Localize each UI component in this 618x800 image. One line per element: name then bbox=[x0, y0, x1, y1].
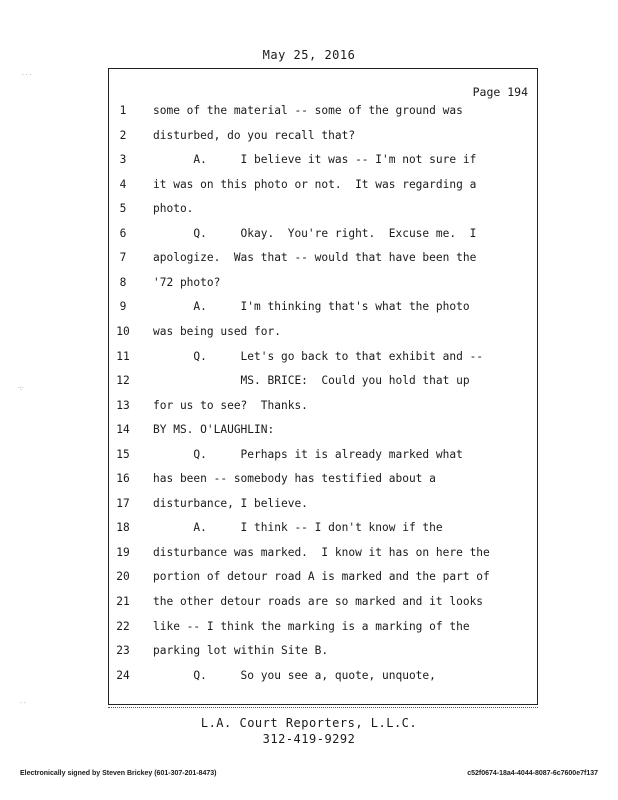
document-id: c52f0674-18a4-4044-8087-6c7600e7f137 bbox=[467, 770, 598, 777]
transcript-line bbox=[112, 472, 532, 492]
line-text: was being used for. bbox=[153, 324, 281, 338]
line-number: 8 bbox=[119, 275, 127, 289]
transcript-line bbox=[112, 129, 532, 149]
line-number: 17 bbox=[116, 496, 130, 510]
line-number: 5 bbox=[119, 202, 127, 216]
line-text: like -- I think the marking is a marking of the bbox=[153, 619, 470, 633]
transcript-line bbox=[112, 325, 532, 345]
line-text: the other detour roads are so marked and it looks bbox=[153, 595, 484, 608]
line-number: 24 bbox=[116, 668, 130, 682]
line-text: parking lot within Site B. bbox=[153, 644, 329, 658]
frame-divider bbox=[108, 707, 538, 708]
electronic-signature-note: Electronically signed by Steven Brickey (601-307-201-8473) bbox=[20, 770, 217, 777]
line-text: apologize. Was that -- would that have been the bbox=[153, 251, 477, 265]
line-number: 6 bbox=[119, 226, 127, 240]
line-text: MS. BRICE: Could you hold that up bbox=[153, 374, 470, 388]
line-text: photo. bbox=[153, 202, 194, 216]
line-text: disturbance was marked. I know it has on here the bbox=[153, 545, 490, 559]
line-text: portion of detour road A is marked and the part of bbox=[153, 570, 490, 584]
line-text: Q. So you see a, quote, unquote, bbox=[153, 668, 436, 682]
transcript-line bbox=[112, 546, 532, 566]
transcript-line bbox=[112, 251, 532, 271]
transcript-line bbox=[112, 300, 532, 320]
transcript-line bbox=[112, 521, 532, 541]
line-number: 2 bbox=[119, 128, 127, 142]
page-label: Page 194 bbox=[472, 85, 528, 99]
line-text: has been -- somebody has testified about a bbox=[153, 472, 436, 486]
transcript-line bbox=[112, 669, 532, 689]
line-text: '72 photo? bbox=[153, 275, 221, 289]
line-text: BY MS. O'LAUGHLIN: bbox=[153, 423, 275, 437]
transcript-line bbox=[112, 497, 532, 517]
transcript-line bbox=[112, 448, 532, 468]
transcript-line bbox=[112, 350, 532, 370]
line-number: 22 bbox=[116, 619, 130, 633]
transcript-line bbox=[112, 570, 532, 590]
line-number: 1 bbox=[119, 104, 127, 117]
line-number: 12 bbox=[116, 374, 130, 388]
scan-speck: · · bbox=[20, 700, 26, 707]
line-text: Q. Okay. You're right. Excuse me. I bbox=[153, 226, 477, 240]
line-number: 10 bbox=[116, 324, 130, 338]
line-number: 18 bbox=[116, 521, 130, 535]
line-number: 23 bbox=[116, 644, 130, 658]
transcript-line bbox=[112, 595, 532, 615]
scan-speck: ·:· bbox=[18, 385, 24, 392]
line-number: 7 bbox=[119, 251, 127, 265]
transcript-line bbox=[112, 227, 532, 247]
transcript-line bbox=[112, 423, 532, 443]
line-text: Q. Perhaps it is already marked what bbox=[153, 447, 463, 461]
transcript-line bbox=[112, 399, 532, 419]
line-text: A. I'm thinking that's what the photo bbox=[153, 300, 470, 314]
line-text: some of the material -- some of the ground was bbox=[153, 104, 463, 117]
line-number: 3 bbox=[119, 153, 127, 167]
transcript-line bbox=[112, 644, 532, 664]
line-text: A. I think -- I don't know if the bbox=[153, 521, 443, 535]
line-text: for us to see? Thanks. bbox=[153, 398, 308, 412]
transcript-line bbox=[112, 104, 532, 124]
line-number: 9 bbox=[119, 300, 127, 314]
header-date: May 25, 2016 bbox=[262, 48, 356, 62]
footer-phone: 312-419-9292 bbox=[262, 732, 356, 746]
line-number: 11 bbox=[116, 349, 130, 363]
scan-speck: · · · bbox=[22, 72, 32, 79]
line-number: 13 bbox=[116, 398, 130, 412]
line-number: 21 bbox=[116, 595, 130, 608]
footer-reporter: L.A. Court Reporters, L.L.C. bbox=[200, 716, 418, 730]
line-text: A. I believe it was -- I'm not sure if bbox=[153, 153, 477, 167]
transcript-line bbox=[112, 153, 532, 173]
line-text: disturbance, I believe. bbox=[153, 496, 308, 510]
line-text: disturbed, do you recall that? bbox=[153, 128, 356, 142]
line-text: Q. Let's go back to that exhibit and -- bbox=[153, 349, 484, 363]
transcript-line bbox=[112, 276, 532, 296]
line-text: it was on this photo or not. It was regarding a bbox=[153, 177, 477, 191]
transcript-line bbox=[112, 202, 532, 222]
line-number: 20 bbox=[116, 570, 130, 584]
line-number: 4 bbox=[119, 177, 127, 191]
transcript-line bbox=[112, 374, 532, 394]
transcript-line bbox=[112, 620, 532, 640]
transcript-line bbox=[112, 178, 532, 198]
line-number: 14 bbox=[116, 423, 130, 437]
line-number: 16 bbox=[116, 472, 130, 486]
line-number: 15 bbox=[116, 447, 130, 461]
line-number: 19 bbox=[116, 545, 130, 559]
